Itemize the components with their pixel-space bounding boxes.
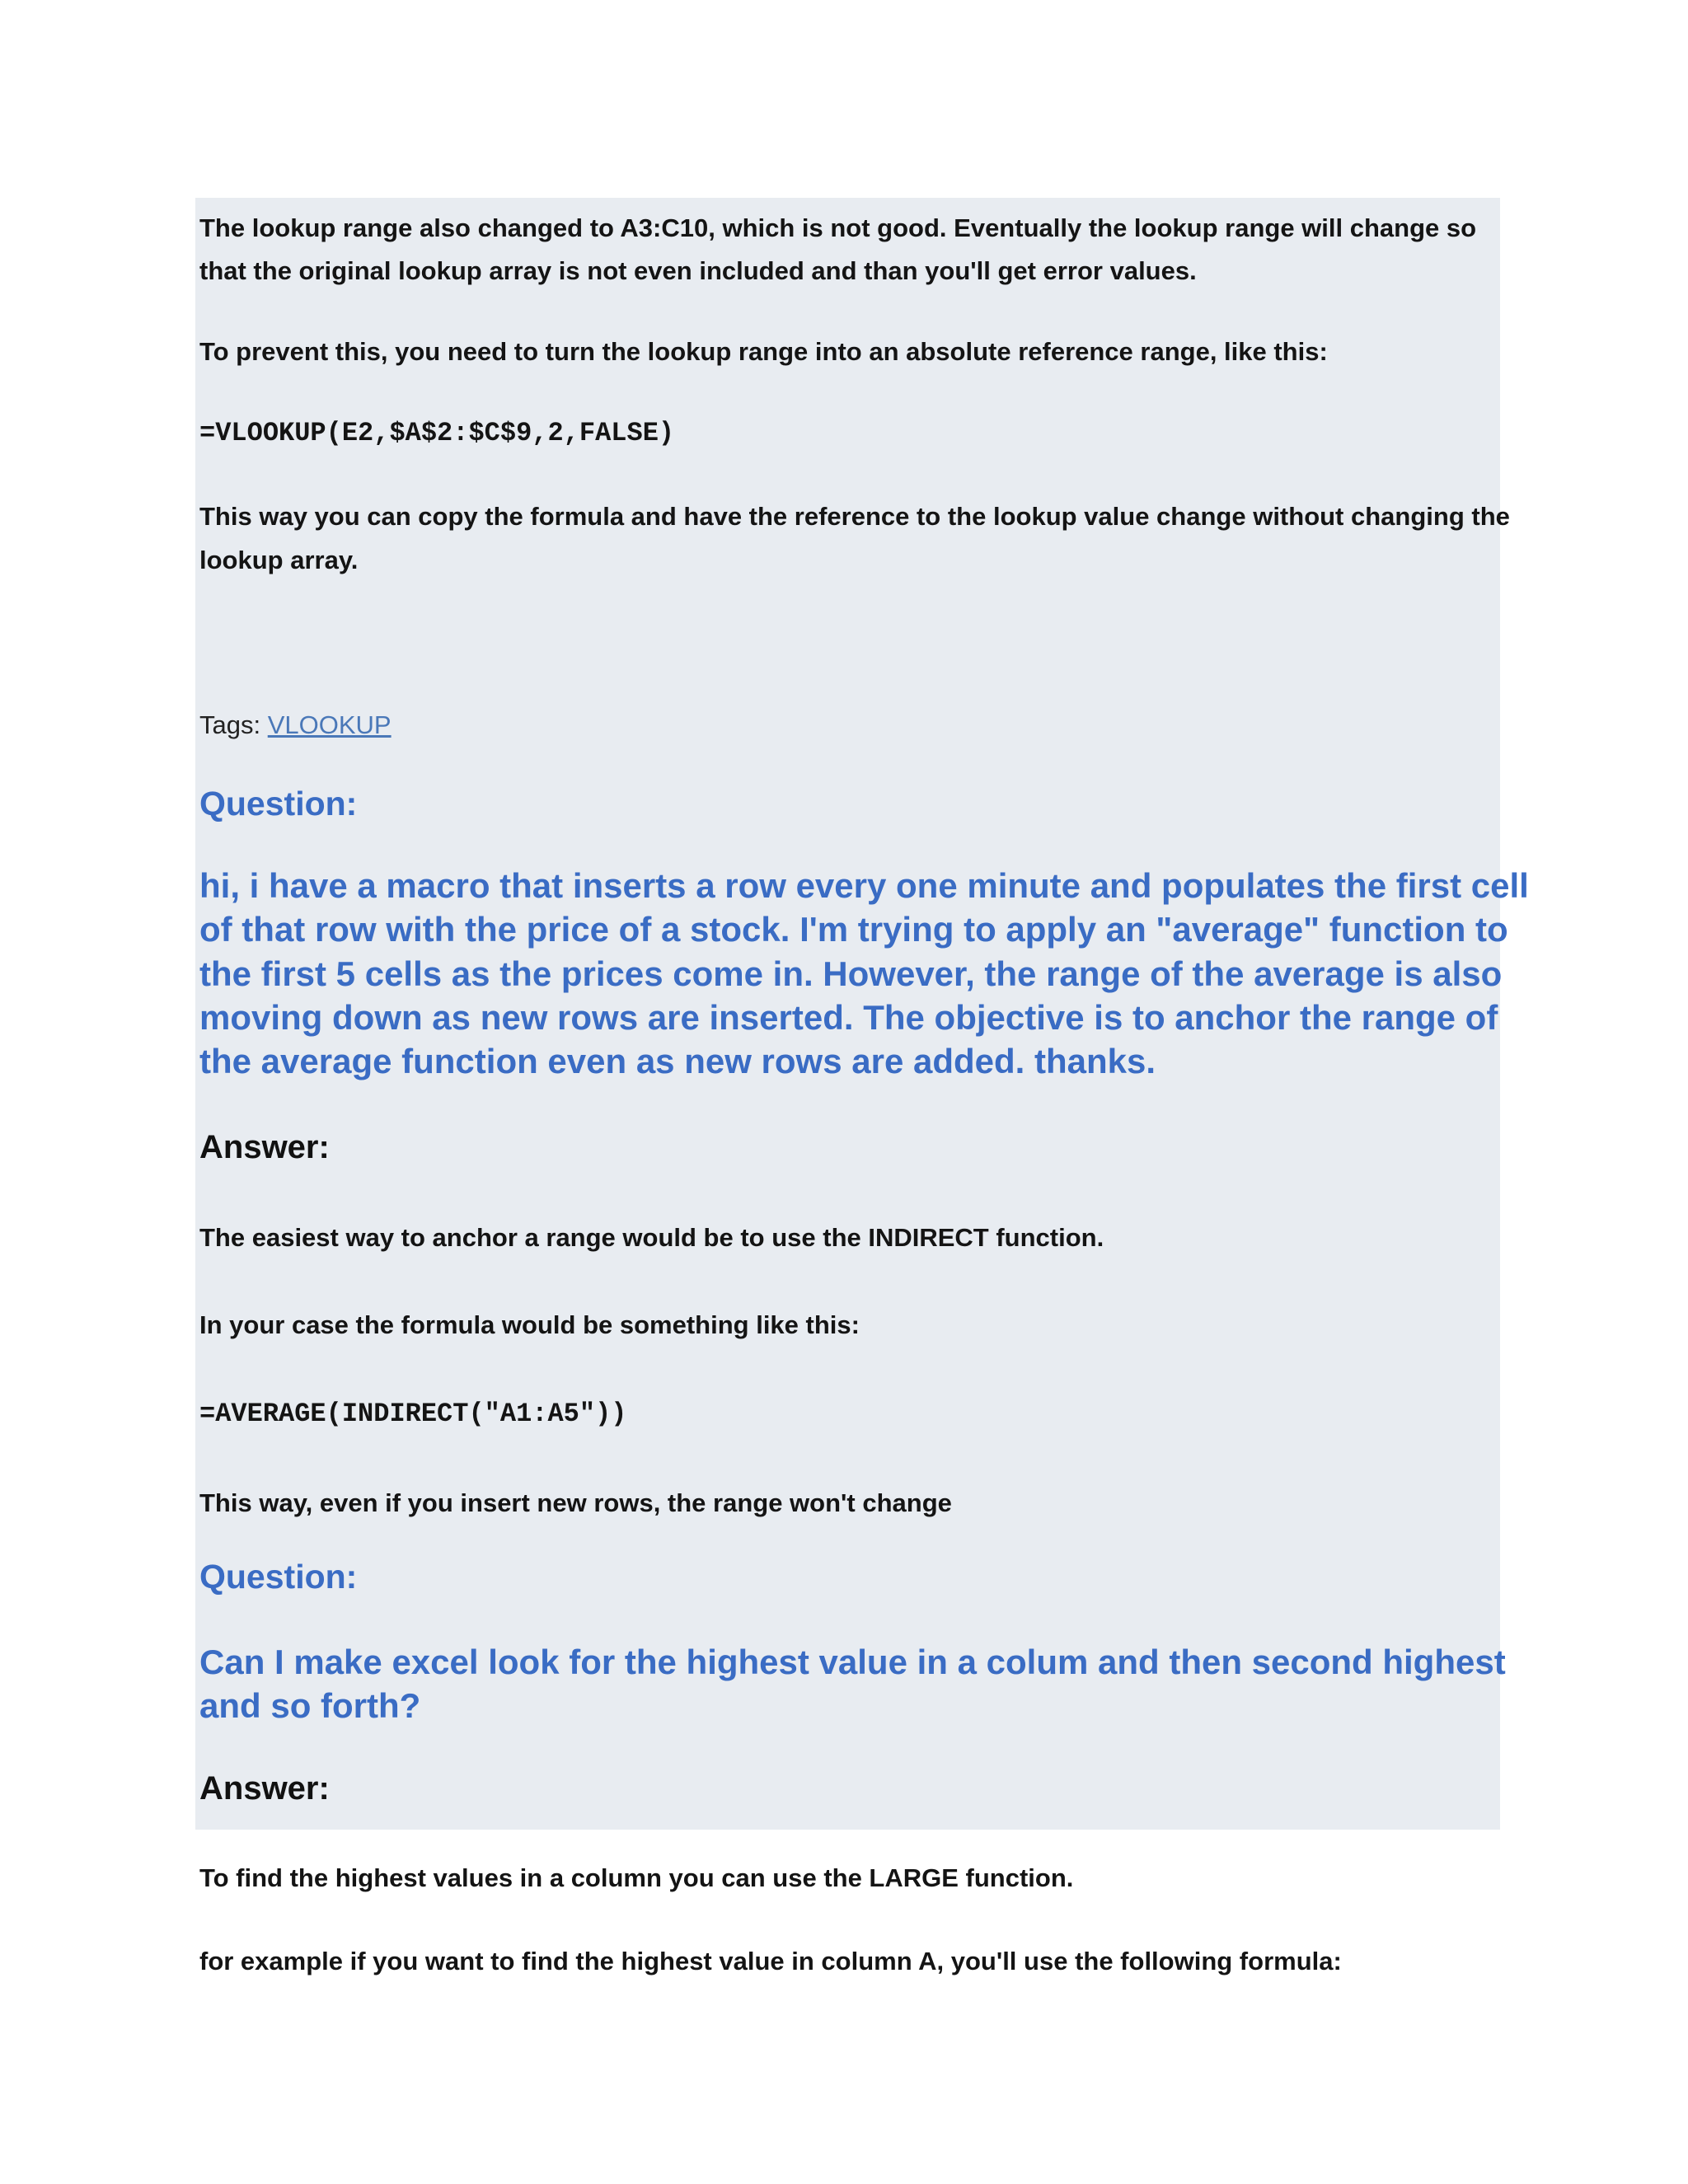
question-1-line-5: the average function even as new rows are added. thanks. [199, 1042, 1156, 1080]
tags-label: Tags: [199, 710, 268, 739]
question-1-line-3: the first 5 cells as the prices come in. However, the range of the average is also [199, 954, 1503, 993]
question-2-line-1: Can I make excel look for the highest value in a colum and then second highest [199, 1643, 1506, 1681]
question-2-line-2: and so forth? [199, 1686, 421, 1725]
question-1-line-1: hi, i have a macro that inserts a row every one minute and populates the first cell [199, 866, 1529, 905]
question-label-1: Question: [199, 785, 358, 823]
formula-vlookup: =VLOOKUP(E2,$A$2:$C$9,2,FALSE) [199, 418, 675, 448]
answer-label-2: Answer: [199, 1770, 330, 1807]
paragraph-copy-formula-line-1: This way you can copy the formula and have the reference to the lookup value change without changing the [199, 502, 1510, 531]
answer-1-paragraph-1: The easiest way to anchor a range would be to use the INDIRECT function. [199, 1223, 1104, 1252]
tag-link-vlookup[interactable]: VLOOKUP [267, 710, 392, 739]
paragraph-prevent-this: To prevent this, you need to turn the lookup range into an absolute reference range, like this: [199, 337, 1328, 366]
question-1-line-2: of that row with the price of a stock. I'm trying to apply an "average" function to [199, 910, 1508, 949]
question-label-2: Question: [199, 1558, 358, 1596]
answer-2-paragraph-1: To find the highest values in a column you can use the LARGE function. [199, 1863, 1074, 1892]
paragraph-lookup-range-line-2: that the original lookup array is not even included and than you'll get error values. [199, 256, 1197, 285]
paragraph-copy-formula-line-2: lookup array. [199, 546, 359, 574]
answer-1-paragraph-2: In your case the formula would be something like this: [199, 1310, 860, 1339]
answer-2-paragraph-2: for example if you want to find the highest value in column A, you'll use the following formula: [199, 1947, 1342, 1975]
paragraph-lookup-range-line-1: The lookup range also changed to A3:C10, which is not good. Eventually the lookup range will change so [199, 213, 1477, 242]
question-1-line-4: moving down as new rows are inserted. The objective is to anchor the range of [199, 998, 1498, 1037]
formula-average-indirect: =AVERAGE(INDIRECT("A1:A5")) [199, 1399, 627, 1429]
answer-1-paragraph-3: This way, even if you insert new rows, the range won't change [199, 1488, 952, 1517]
tags-line [199, 710, 392, 740]
answer-label-1: Answer: [199, 1129, 330, 1165]
